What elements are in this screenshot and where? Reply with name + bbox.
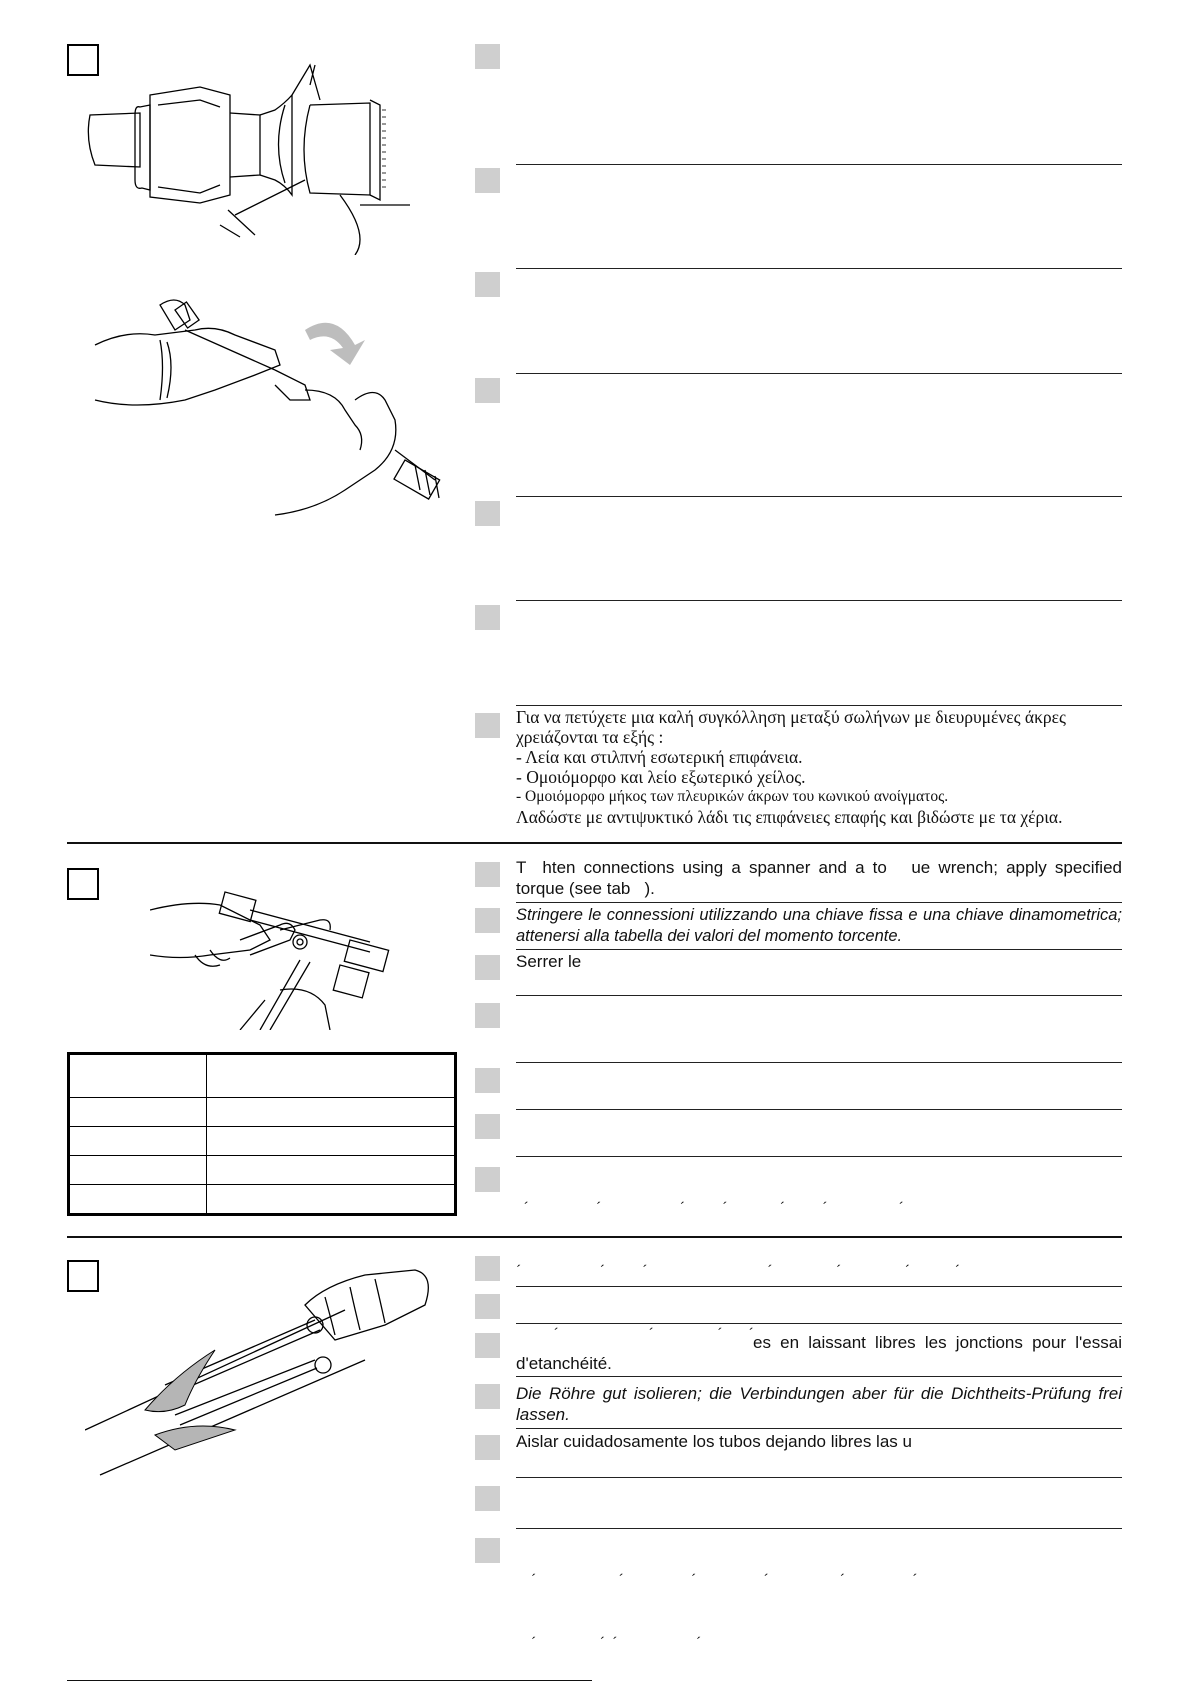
lang-marker: [475, 908, 500, 933]
lang-marker: [475, 272, 500, 297]
accent-line: ´ ´ ´ ´ ´ ´ ´: [516, 1263, 960, 1279]
english-paragraph: T hten connections using a spanner and a to ue wrench; apply specified torque (see tab ).: [516, 858, 1127, 898]
divider: [516, 1286, 1122, 1287]
french-paragraph: Serrer le: [516, 952, 582, 971]
lang-marker: [475, 862, 500, 887]
divider: [516, 1477, 1122, 1478]
spanner-and-wrench-illustration: [150, 880, 460, 1030]
lang-marker: [475, 713, 500, 738]
lang-marker: [475, 1294, 500, 1319]
lang-marker: [475, 1114, 500, 1139]
section-divider: [67, 1236, 1122, 1238]
accent-line: ´ ´ ´ ´: [516, 1326, 754, 1342]
french-paragraph-2: es en laissant libres les jonctions pour l'essai d'etanchéité.: [516, 1333, 1122, 1373]
greek-line: - Ομοιόμορφο και λείο εξωτερικό χείλος.: [516, 767, 806, 787]
lang-marker: [475, 955, 500, 980]
greek-line: Για να πετύχετε μια καλή συγκόλληση μεταξύ σωλήνων με διευρυμένες άκρες χρειάζονται τα εξής :: [516, 707, 1066, 747]
pipe-insulation-illustration: [85, 1265, 455, 1485]
table-cell: [69, 1156, 207, 1185]
lang-marker: [475, 1256, 500, 1281]
table-row: [69, 1156, 456, 1185]
greek-line: - Λεία και στιλπνή εσωτερική επιφάνεια.: [516, 747, 803, 767]
lang-marker: [475, 1333, 500, 1358]
table-cell: [207, 1098, 456, 1127]
divider: [516, 1062, 1122, 1063]
lang-marker: [475, 1435, 500, 1460]
table-cell: [207, 1156, 456, 1185]
table-row: [69, 1098, 456, 1127]
german-paragraph: Die Röhre gut isolieren; die Verbindungen aber für die Dichtheits-Prüfung frei lassen.: [516, 1384, 1122, 1424]
lang-marker: [475, 1167, 500, 1192]
italian-paragraph: Stringere le connessioni utilizzando una chiave fissa e una chiave dinamometrica; attenersi alla tabella dei valori del momento torcente.: [516, 906, 1122, 945]
hands-tightening-illustration: [75, 290, 455, 520]
lang-marker: [475, 378, 500, 403]
divider: [516, 949, 1122, 950]
greek-line: - Ομοιόμορφο μήκος των πλευρικών άκρων του κωνικού ανοίγματος.: [516, 788, 949, 805]
divider: [516, 1376, 1122, 1377]
greek-accent-marks-2: [516, 1528, 1122, 1675]
lang-marker: [475, 1486, 500, 1511]
divider: [516, 268, 1122, 269]
lang-marker: [475, 1068, 500, 1093]
divider: [516, 1428, 1122, 1429]
step-box-2: [67, 868, 99, 900]
greek-line: Λαδώστε με αντιψυκτικό λάδι τις επιφάνειες επαφής και βιδώστε με τα χέρια.: [516, 807, 1063, 827]
divider: [516, 705, 1122, 706]
accent-line: ´ ´ ´ ´ ´ ´: [516, 1572, 918, 1588]
section-divider: [67, 842, 1122, 844]
table-cell: [69, 1054, 207, 1098]
lang-marker: [475, 501, 500, 526]
divider: [516, 373, 1122, 374]
table-cell: [207, 1185, 456, 1215]
table-cell: [207, 1127, 456, 1156]
lang-marker: [475, 605, 500, 630]
spanish-paragraph: Aislar cuidadosamente los tubos dejando libres las u: [516, 1432, 912, 1451]
divider: [516, 902, 1122, 903]
divider: [516, 164, 1122, 165]
accent-line: ´ ´ ´ ´: [516, 1635, 701, 1651]
greek-paragraph-1: [516, 707, 1122, 827]
accent-line: ´ ´ ´ ´ ´ ´ ´: [516, 1200, 904, 1216]
table-header-row: [69, 1054, 456, 1098]
divider: [516, 1109, 1122, 1110]
divider: [516, 496, 1122, 497]
footer-line: [67, 1680, 592, 1681]
table-cell: [69, 1127, 207, 1156]
table-cell: [207, 1054, 456, 1098]
table-row: [69, 1185, 456, 1215]
lang-marker: [475, 1538, 500, 1563]
table-cell: [69, 1098, 207, 1127]
table-cell: [69, 1185, 207, 1215]
lang-marker: [475, 44, 500, 69]
divider: [516, 600, 1122, 601]
torque-table: [67, 1052, 457, 1216]
table-row: [69, 1127, 456, 1156]
divider: [516, 995, 1122, 996]
flare-fitting-illustration: [80, 55, 460, 255]
divider: [516, 1323, 1122, 1324]
lang-marker: [475, 168, 500, 193]
lang-marker: [475, 1384, 500, 1409]
lang-marker: [475, 1003, 500, 1028]
